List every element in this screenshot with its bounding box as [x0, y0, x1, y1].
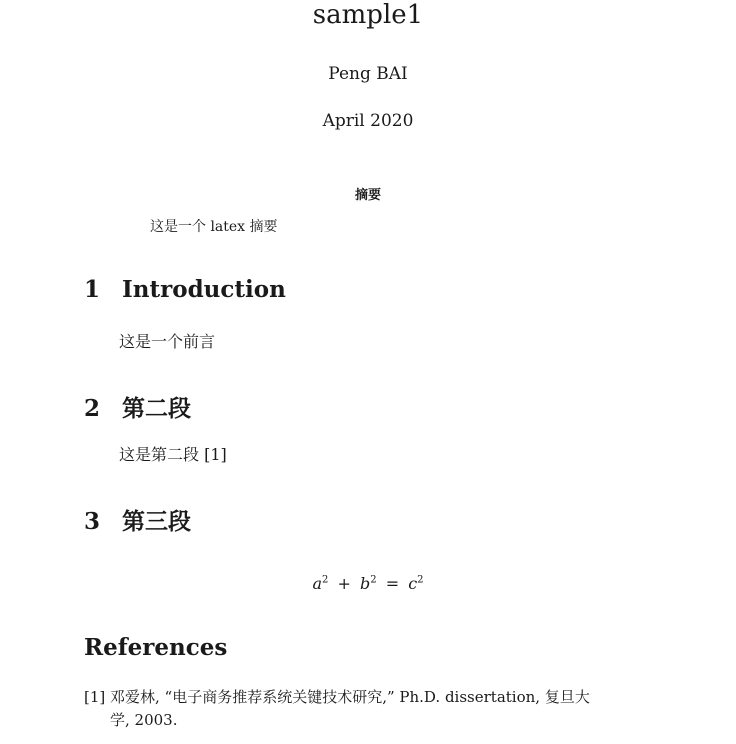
abstract-body: 这是一个 latex 摘要: [150, 219, 278, 235]
section-2-body: 这是第二段 [1]: [119, 445, 227, 464]
equation-var-a: a: [312, 574, 322, 593]
equation-exponent: 2: [370, 574, 377, 586]
author-name: Peng BAI: [328, 64, 408, 84]
section-number: 2: [84, 395, 101, 422]
section-2-heading: [84, 390, 191, 423]
reference-text-line1: 邓爱林, “电子商务推荐系统关键技术研究,” Ph.D. dissertation, 复旦大: [110, 688, 590, 706]
reference-label: [1]: [84, 688, 106, 706]
reference-text-line2: 学, 2003.: [110, 711, 178, 729]
section-title: 第二段: [122, 395, 191, 422]
equation-equals: =: [385, 574, 400, 593]
abstract-heading: 摘要: [354, 188, 381, 203]
equation-exponent: 2: [417, 574, 424, 586]
section-number: 1: [84, 276, 101, 303]
document-title: sample1: [312, 0, 424, 30]
references-heading: References: [84, 634, 228, 661]
section-title: 第三段: [122, 508, 191, 535]
equation-var-b: b: [359, 574, 371, 593]
section-title: Introduction: [122, 276, 286, 303]
equation-var-c: c: [408, 574, 418, 593]
section-number: 3: [84, 508, 101, 535]
section-1-body: 这是一个前言: [119, 332, 216, 351]
equation-plus: +: [337, 574, 351, 593]
equation: [0, 574, 736, 593]
document-date: April 2020: [322, 111, 414, 131]
equation-exponent: 2: [322, 574, 329, 586]
section-3-heading: [84, 503, 191, 536]
section-1-heading: [84, 276, 286, 303]
